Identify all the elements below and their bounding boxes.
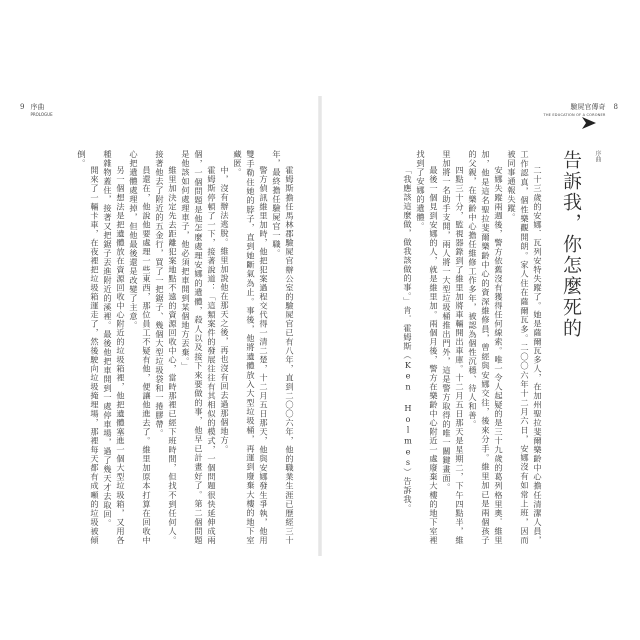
- paragraph: 最後一個見到安娜的人，就是維里加。兩個月後，警方在樂齡中心附近一處廢棄大樓的地下室裡找到了安娜的遺體。: [416, 150, 439, 545]
- left-running-header: [20, 103, 53, 119]
- chapter-label: 序曲: [594, 150, 601, 162]
- left-header-title: 序曲: [30, 103, 45, 111]
- paragraph: 員還在，他說他要處理一些東西，那位員工不疑有他，便讓他進去了。維里加原本打算在回收中心把遺體處理掉，但他最後還是改變了主意。: [129, 150, 152, 545]
- right-header-title: 驗屍官傳奇: [570, 103, 606, 111]
- paragraph: 維里加決定先去距離犯案地點不遠的資源回收中心，當時那裡已經下班時間，但找不到任何人。接著他去了附近的五金行，買了一把鋸子、幾個大型垃圾袋和一捲膠帶。: [155, 150, 178, 545]
- paragraph: 安娜失蹤兩週後，警方依舊沒有獲得任何線索。唯一令人起疑的是三十九歲的葛列格里奧．維里加，他是這名聖拉斐爾樂齡中心的資深維修員，曾經與安娜交往，後來分手。維里加已是兩個孩子的父親，在樂齡中心擔任維修工作多年，被認為個性沉穩、待人和善。: [468, 150, 504, 545]
- chapter-title: 告訴我，你怎麼死的: [560, 150, 582, 339]
- left-page-body: [26, 150, 296, 545]
- paragraph: 二十三歲的安娜．瓦列安特失蹤了。她是薩爾瓦多人，在加州聖拉斐爾樂齡中心擔任清潔人員，工作認真，個性樂觀開朗。家人住在薩爾瓦多。二〇〇六年十二月六日，安娜沒有如常上班，因而被同事通報失蹤。: [507, 150, 543, 545]
- right-page-body: [352, 150, 544, 545]
- paragraph: 霍姆斯擔任馬林郡驗屍官辦公室的驗屍官已有八年，直到二〇〇六年，他的職業生涯已歷經三十年，最終擔任驗屍官一職。: [272, 150, 295, 545]
- paragraph: 「我應該這麼做，做我該做的事。」肯．霍姆斯（Ken Holmes）告訴我。: [403, 166, 413, 514]
- right-header-subtitle: THE EDUCATION OF A CORONER: [543, 113, 606, 117]
- paragraph: 警方偵訊維里加時，他把犯案過程交代得一清二楚，十二月五日那天，他與安娜發生爭執，他用雙手勒住她的脖子，直到她斷氣為止。事後，他將遺體放入大型垃圾桶，再運到廢棄大樓的地下室藏匿。: [233, 150, 269, 545]
- left-header-subtitle: PROLOGUE: [30, 112, 53, 117]
- paragraph: 霍姆斯停頓了一下，接著說道：「這類案件的發展往往有其相似的模式，一個問題很快延伸成兩個，一個問題是他怎麼處理安娜的遺體，殺人以及接下來要做的事，他早已計畫好了。第二個問題是他該如何處理車子，他必須把車開到某個地方丟棄。」: [181, 150, 217, 545]
- left-header-titles: [30, 103, 52, 119]
- paragraph: 另一個想法是把遺體放在資源回收中心附近的垃圾箱裡，他把遺體塞進一個大型垃圾箱，又用各種雜物蓋住，接著又把鋸子丟進附近的溪裡。最後他把車開到一處停車場，過了幾天才去取回。: [103, 150, 126, 545]
- right-page-number: 8: [613, 103, 618, 111]
- left-page-number: 9: [20, 103, 25, 111]
- chevron-arrow-icon: [580, 115, 598, 131]
- paragraph: 中，沒有辦法逃脫。維里加說他在那天之後，再也沒有回去過那個地方。: [220, 166, 230, 455]
- paragraph: 四點三十分，監視器錄到了維里加將車輛開出車庫。十二月五日那天是星期二，下午四點半，維里加將一名助手支開，兩人將一大型垃圾桶推出門外，這是警方取得的唯一關鍵畫面。: [442, 150, 465, 545]
- book-gutter: [318, 96, 322, 556]
- paragraph: 開來了一輛卡車，在夜裡把垃圾箱運走了，然後駛向垃圾掩埋場，那裡每天都有成噸的垃圾被傾倒。: [77, 150, 100, 545]
